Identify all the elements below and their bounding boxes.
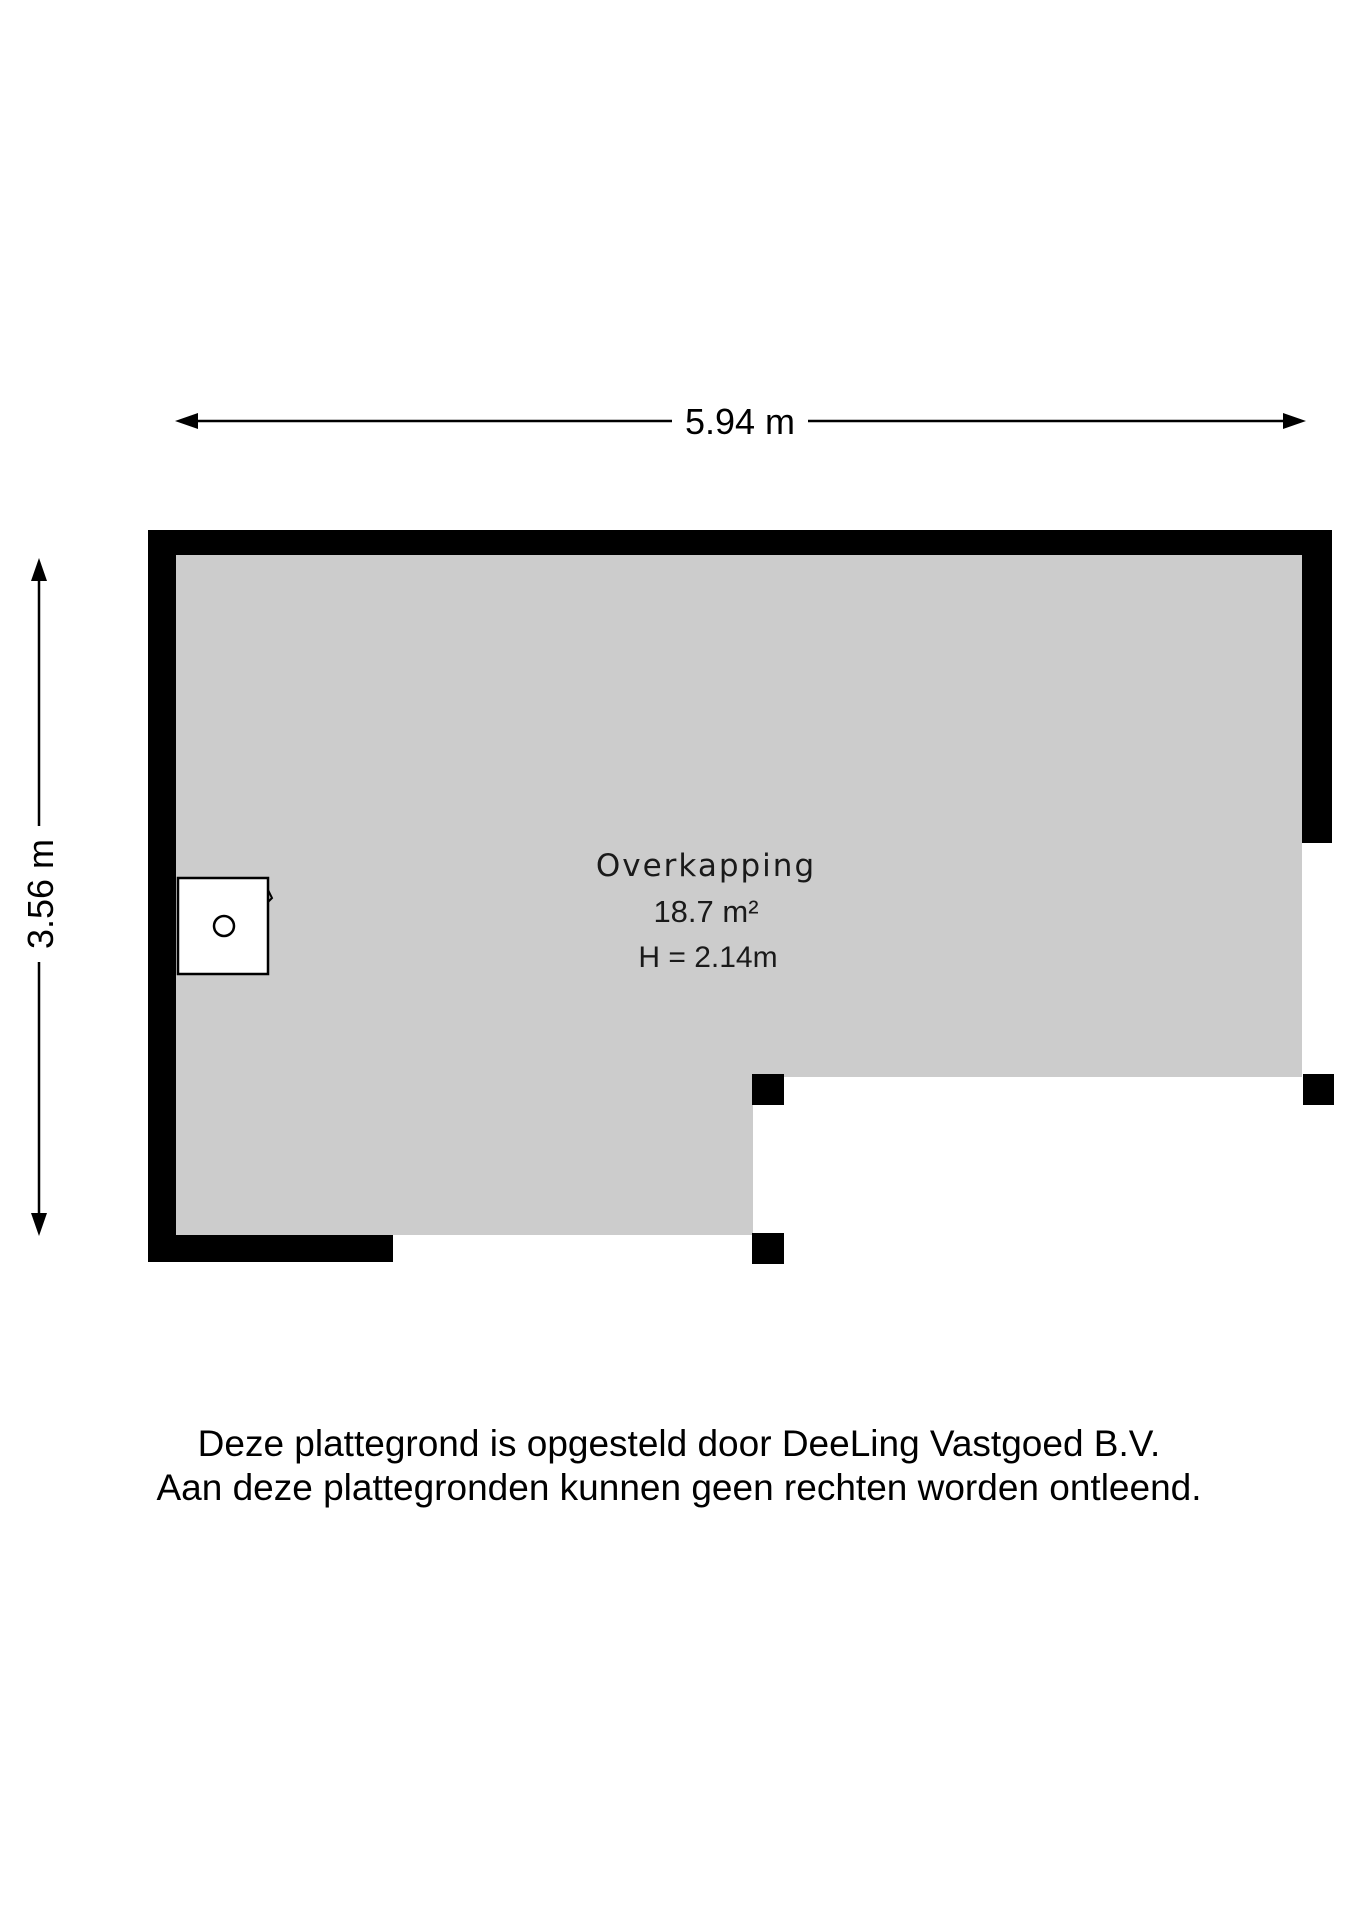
wall-right — [1302, 530, 1332, 843]
room-name: Overkapping — [595, 848, 817, 884]
arrow-left-icon — [175, 413, 198, 429]
arrow-right-icon — [1283, 413, 1306, 429]
depth-dimension — [20, 558, 61, 1236]
drain-icon — [214, 916, 234, 936]
disclaimer-line-2: Aan deze plattegronden kunnen geen rechten worden ontleend. — [156, 1467, 1202, 1508]
width-label: 5.94 m — [684, 401, 796, 442]
column — [752, 1233, 784, 1264]
arrow-up-icon — [31, 558, 47, 581]
column — [1303, 1074, 1334, 1105]
wall-bottom — [148, 1235, 393, 1262]
wall-top — [148, 530, 1332, 555]
depth-label: 3.56 m — [20, 838, 61, 950]
columns — [752, 1074, 1334, 1264]
wall-left — [148, 530, 176, 1262]
room-height: H = 2.14m — [638, 941, 778, 974]
width-dimension — [175, 401, 1306, 442]
room-area: 18.7 m² — [653, 894, 759, 929]
disclaimer-line-1: Deze plattegrond is opgesteld door DeeLing Vastgoed B.V. — [197, 1423, 1161, 1464]
fixture — [178, 878, 272, 974]
arrow-down-icon — [31, 1213, 47, 1236]
column — [752, 1074, 784, 1105]
